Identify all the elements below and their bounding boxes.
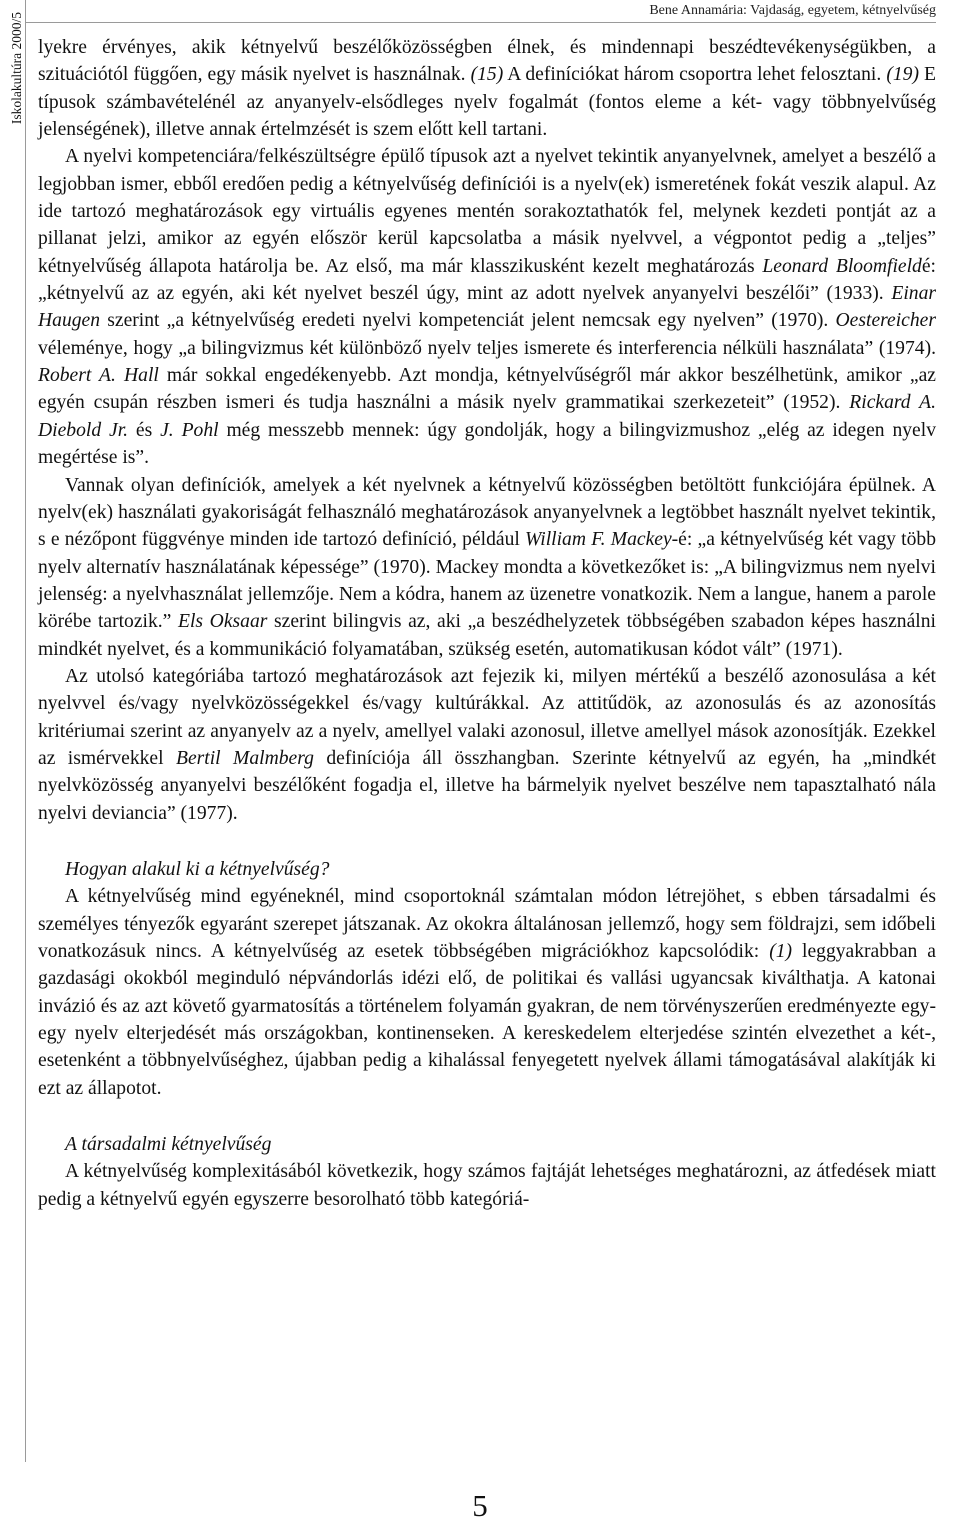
footnote-ref: (15) [470,64,504,86]
paragraph-social-bilingualism: A kétnyelvűség komplexitásából következik, hogy számos fajtáját lehetséges meghatározni, az átfedések miatt pedig a kétnyelvű egyén egyszerre besorolható több kategóriá- [38,1161,936,1210]
section-heading: Hogyan alakul ki a kétnyelvűség? [65,858,330,880]
footnote-ref: (19) [886,64,919,86]
author-name: Bertil Malmberg [175,747,314,769]
paragraph-identification-types: Az utolsó kategóriába tartozó meghatározások azt fejezik ki, milyen mértékű a beszélő azonosulása a két nyelvvel és/vagy nyelvközösségekkel és/vagy kultúrákkal. Az attitűdök, az azonosulás és az azonosítás kritériumai szerint az anyanyelv az a nyelv, amellyel valaki azonosul, illetve amellyel mások azonosítják. Ezekkel az ismérvekkel Bertil Malmberg definíciója áll összhangban. Szerinte kétnyelvű az egyén, ha „mindkét nyelvközösség anyanyelvi beszélőként fogadja el, illetve ha bármelyik nyelvet beszélve nem tapasztalható nála nyelvi deviancia” (1977). [38,665,937,824]
paragraph-definitions-intro: lyekre érvényes, akik kétnyelvű beszélőközösségben élnek, és mindennapi beszédtevékenységükben, a szituációtól függően, egy másik nyelvet is használnak. (15) A definíciókat három csoportra lehet felosztani. (19) E típusok számbavételénél az anyanyelv-elsődleges nyelv fogalmát (fontos eleme a két- vagy többnyelvűség jelenségének), illetve annak értelmzését is szem előtt kell tartani. [38,37,937,141]
paragraph-origins: A kétnyelvűség mind egyéneknél, mind csoportoknál számtalan módon létrejöhet, s ebben társadalmi és személyes tényezők egyaránt szerepet játszanak. Az okokra általánosan jellemző, hogy sem földrajzi, sem időbeli vonatkozásuk nincs. A kétnyelvűség az esetek többségében migrációkhoz kapcsolódik: (1) leggyakrabban a gazdasági okokból meginduló népvándorlás idézi elő, de politikai és vallási ugyancsak kiválthatja. A katonai invázió és az azt követő gyarmatosítás a történelem folyamán gyakran, de nem törvényszerűen eredményezte egy-egy nyelv elterjedését más országokban, kontinenseken. A kereskedelem elterjedése szintén elvezethet a két-, esetenként a többnyelvűséghez, újabban pedig a kihalással fenyegetett nyelvek állami támogatásával alakítják ki ezt az állapotot. [38,886,937,1099]
author-name: Einar Haugen [38,283,936,332]
section-spacer [38,1102,936,1129]
journal-label: Iskolakultúra 2000/5 [9,12,24,125]
author-name: Robert A. Hall [38,365,159,387]
journal-sidebar [0,0,26,1462]
paragraph-competence-types: A nyelvi kompetenciára/felkészültségre épülő típusok azt a nyelvet tekintik anyanyelvnek, amelyet a beszélő a legjobban ismer, ebből eredően pedig a kétnyelvűség definíciói is a nyelv(ek) ismeretének fokát veszik alapul. Az ide tartozó meghatározások egy virtuális egyenes mentén sorakoztathatók fel, melynek kezdeti pontját az a pillanat jelzi, amikor az egyén először kerül kapcsolatba a másik nyelvvel, a végpontot pedig a „teljes” kétnyelvűség állapota határolja be. Az első, ma már klasszikusként kezelt meghatározás Leonard Bloomfieldé: „kétnyelvű az az egyén, aki két nyelvet beszél úgy, mint az adott nyelvek anyanyelvi beszélői” (1933). Einar Haugen szerint „a kétnyelvűség eredeti nyelvi kompetenciát jelent nemcsak egy nyelven” (1970). Oestereicher véleménye, hogy „a bilingvizmus két különböző nyelv teljes ismerete és interferencia nélküli használata” (1974). Robert A. Hall már sokkal engedékenyebb. Azt mondja, kétnyelvűségről már akkor beszélhetünk, amikor „az egyén csupán részben ismeri és tudja használni a másik nyelv grammatikai szerkezeteit” (1952). Rickard A. Diebold Jr. és J. Pohl még messzebb mennek: úgy gondolják, hogy a bilingvizmushoz „elég az idegen nyelv megértése is”. [38,146,936,469]
author-name: Leonard Bloomfield [762,255,922,277]
paragraph-function-types: Vannak olyan definíciók, amelyek a két nyelvnek a kétnyelvű közösségben betöltött funkciójára épülnek. A nyelv(ek) használati gyakoriságát felhasználó meghatározások anyanyelvnek a legtöbbet használt nyelvet tekintik, s e nézőpont függvénye minden ide tartozó definíció, például William F. Mackey-é: „a kétnyelvűség két vagy több nyelv alternatív használatának képessége” (1970). Mackey mondta a következőket is: „A bilingvizmus nem nyelvi jelenség: a nyelvhasználat jellemzője. Nem a kódra, hanem az üzenetre vonatkozik. Nem a langue, hanem a parole körébe tartozik.” Els Oksaar szerint bilingvis az, aki „a beszédhelyzetek többségében szabadon képes használni mindkét nyelvet, és a kommunikáció folyamatában, szükség esetén, automatikusan kódot vált” (1971). [38,474,936,660]
author-name: Oestereicher [835,310,936,332]
author-name: William F. Mackey [525,529,672,551]
article-body [38,34,936,1213]
page-number: 5 [472,1488,488,1523]
section-spacer [38,827,936,854]
list-marker: (1) [769,941,793,962]
header-rule [26,22,936,23]
section-heading: A társadalmi kétnyelvűség [65,1134,272,1156]
author-name: Els Oksaar [178,611,268,633]
author-name: J. Pohl [160,419,219,441]
running-head: Bene Annamária: Vajdaság, egyetem, kétnyelvűség [649,3,936,18]
author-name: Rickard A. Diebold Jr. [38,392,936,441]
